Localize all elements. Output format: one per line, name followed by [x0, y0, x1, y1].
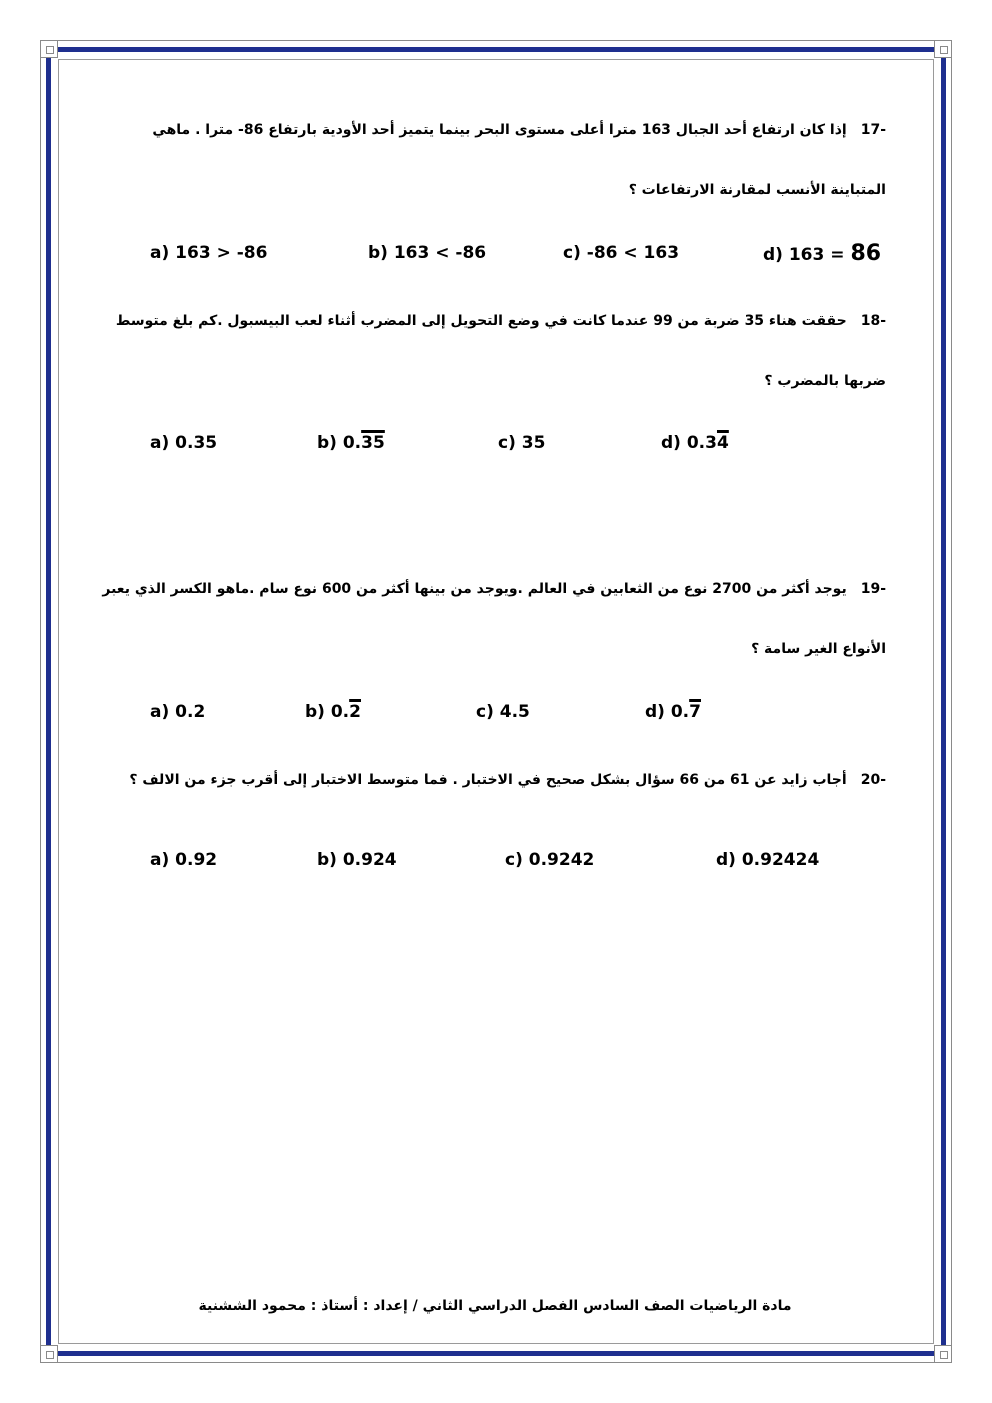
- option-c[interactable]: c) 0.9242: [505, 850, 595, 870]
- repeating-decimal-bar: 2: [349, 702, 361, 722]
- repeating-decimal-bar: 35: [361, 433, 385, 453]
- question-19-text-line2: الأنواع الغير سامة ؟: [751, 641, 886, 657]
- option-c[interactable]: c) -86 < 163: [563, 243, 680, 263]
- option-c[interactable]: c) 35: [498, 433, 546, 453]
- frame-corner-ornament: [40, 1345, 58, 1363]
- question-number: -18: [860, 313, 886, 329]
- frame-corner-ornament: [934, 40, 952, 58]
- option-a[interactable]: a) 0.35: [150, 433, 218, 453]
- frame-corner-ornament: [40, 40, 58, 58]
- question-18-text: -18حققت هناء 35 ضربة من 99 عندما كانت في وضع التحويل إلى المضرب أثناء لعب البيسبول .كم بلغ متوسط: [115, 313, 886, 329]
- option-a[interactable]: a) 0.92: [150, 850, 218, 870]
- option-b[interactable]: b) 0.2: [305, 702, 361, 722]
- option-b[interactable]: b) 0.924: [317, 850, 397, 870]
- option-b[interactable]: b) 163 < -86: [368, 243, 487, 263]
- question-number: -17: [860, 122, 886, 138]
- question-17-text-line2: المتباينة الأنسب لمقارنة الارتفاعات ؟: [628, 182, 886, 198]
- option-d[interactable]: d) 0.7: [645, 702, 701, 722]
- question-number: -19: [860, 581, 886, 597]
- question-number: -20: [860, 772, 886, 788]
- option-a[interactable]: a) 163 > -86: [150, 243, 268, 263]
- page-footer: مادة الرياضيات الصف السادس الفصل الدراسي الثاني / إعداد : أستاذ : محمود الششنية: [198, 1298, 792, 1314]
- repeating-decimal-bar: 7: [689, 702, 701, 722]
- option-d[interactable]: d) 0.92424: [716, 850, 820, 870]
- option-b[interactable]: b) 0.35: [317, 433, 385, 453]
- repeating-decimal-bar: 4: [716, 433, 729, 453]
- question-17-text: -17إذا كان ارتفاع أحد الجبال 163 مترا أعلى مستوى البحر بينما يتميز أحد الأودية بارتفاع 86- مترا . ماهي: [152, 122, 886, 138]
- option-d[interactable]: d) 0.34: [661, 433, 729, 453]
- frame-corner-ornament: [934, 1345, 952, 1363]
- question-19-text: -19يوجد أكثر من 2700 نوع من الثعابين في العالم .ويوجد من بينها أكثر من 600 نوع سام .ماهو الكسر الذي يعبر: [102, 581, 886, 597]
- question-18-text-line2: ضربها بالمضرب ؟: [764, 373, 886, 389]
- option-c[interactable]: c) 4.5: [476, 702, 530, 722]
- option-a[interactable]: a) 0.2: [150, 702, 206, 722]
- option-d[interactable]: d) 163 = 86: [763, 241, 882, 266]
- question-20-text: -20أجاب زايد عن 61 من 66 سؤال بشكل صحيح في الاختبار . فما متوسط الاختبار إلى أقرب جزء من الالف ؟: [129, 772, 886, 788]
